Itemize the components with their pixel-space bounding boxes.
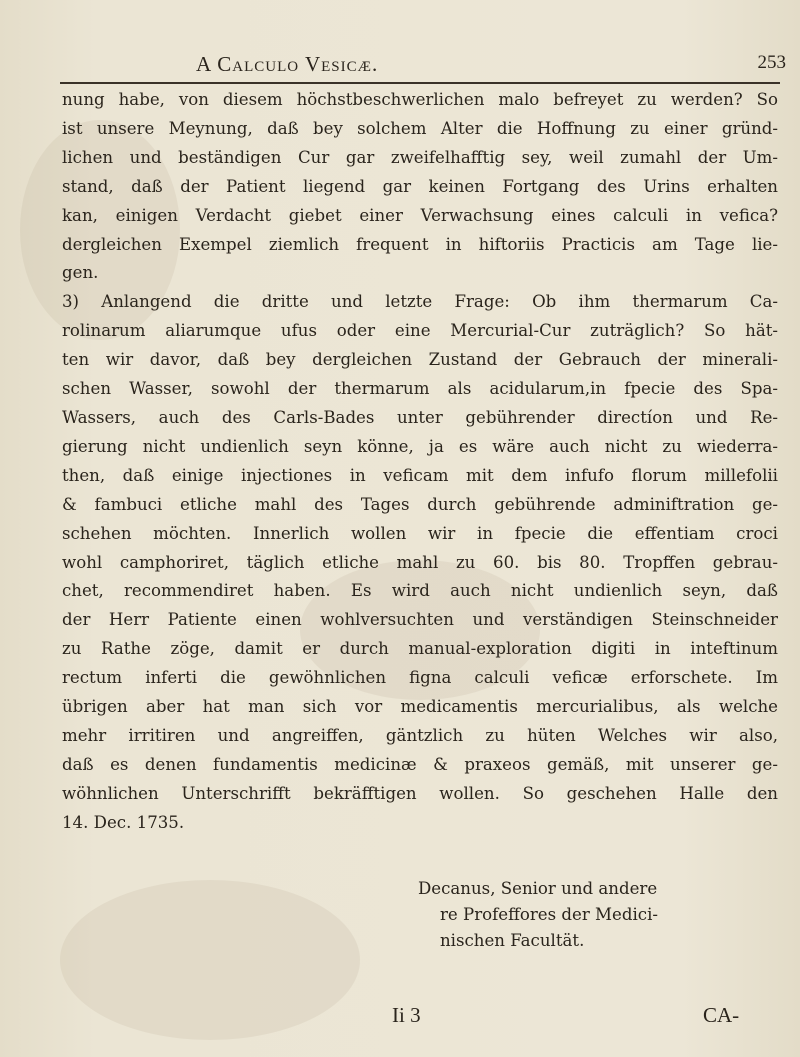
- text-line: chet, recommendiret haben. Es wird auch nicht undienlich seyn, daß: [62, 581, 778, 601]
- text-line: rectum inferti die gewöhnlichen figna calculi veficæ erforschete. Im: [62, 668, 778, 688]
- text-line: ten wir davor, daß bey dergleichen Zustand der Gebrauch der minerali-: [62, 350, 778, 370]
- text-line: kan, einigen Verdacht giebet einer Verwachsung eines calculi in vefica?: [62, 205, 778, 225]
- catchword: CA-: [703, 1003, 740, 1027]
- text-line: dergleichen Exempel ziemlich frequent in hiftoriis Practicis am Tage lie-: [62, 234, 778, 254]
- running-title: A Calculo Vesicæ.: [196, 52, 379, 76]
- body-text: [62, 86, 778, 838]
- text-line: 3) Anlangend die dritte und letzte Frage: Ob ihm thermarum Ca-: [62, 292, 778, 312]
- date-line: 14. Dec. 1735.: [62, 812, 185, 832]
- text-line: schehen möchten. Innerlich wollen wir in fpecie die effentiam croci: [62, 523, 778, 543]
- text-line: ist unsere Meynung, daß bey solchem Alter die Hoffnung zu einer gründ-: [62, 118, 778, 138]
- text-line: zu Rathe zöge, damit er durch manual-exploration digiti in inteftinum: [62, 639, 778, 659]
- text-line: daß es denen fundamentis medicinæ & praxeos gemäß, mit unserer ge-: [62, 754, 778, 774]
- text-line: nung habe, von diesem höchstbeschwerlichen malo befreyet zu werden? So: [62, 90, 778, 109]
- text-line: lichen und beständigen Cur gar zweifelhafftig sey, weil zumahl der Um-: [62, 147, 778, 167]
- text-line: then, daß einige injectiones in veficam mit dem infufo florum millefolii: [62, 465, 778, 485]
- text-line: übrigen aber hat man sich vor medicamentis mercurialibus, als welche: [62, 697, 778, 717]
- text-line: der Herr Patiente einen wohlversuchten und verständigen Steinschneider: [62, 610, 778, 630]
- text-line: wöhnlichen Unterschrifft bekräfftigen wollen. So geschehen Halle den: [62, 783, 778, 803]
- text-line: gen.: [62, 263, 99, 283]
- page-header: [196, 52, 786, 82]
- text-line: mehr irritiren und angreiffen, gäntzlich zu hüten Welches wir also,: [62, 725, 778, 745]
- signature-block: [418, 876, 778, 954]
- signature-mark: Ii 3: [392, 1003, 421, 1027]
- text-line: schen Wasser, sowohl der thermarum als acidularum,in fpecie des Spa-: [62, 379, 778, 399]
- header-rule: [60, 82, 780, 84]
- text-line: & fambuci etliche mahl des Tages durch gebührende adminiftration ge-: [62, 494, 778, 514]
- signature-line: re Profeffores der Medici-: [440, 905, 658, 924]
- text-line: stand, daß der Patient liegend gar keinen Fortgang des Urins erhalten: [62, 176, 778, 196]
- text-line: rolinarum aliarumque ufus oder eine Mercurial-Cur zuträglich? So hät-: [62, 321, 778, 341]
- text-line: wohl camphoriret, täglich etliche mahl zu 60. bis 80. Tropffen gebrau-: [62, 552, 778, 572]
- paper-stain: [60, 880, 360, 1040]
- text-line: Wassers, auch des Carls-Bades unter gebührender directíon und Re-: [62, 407, 778, 427]
- signature-line: nischen Facultät.: [440, 931, 585, 950]
- signature-line: Decanus, Senior und andere: [418, 879, 658, 898]
- page-number: 253: [757, 52, 786, 73]
- text-line: gierung nicht undienlich seyn könne, ja es wäre auch nicht zu wiederra-: [62, 436, 778, 456]
